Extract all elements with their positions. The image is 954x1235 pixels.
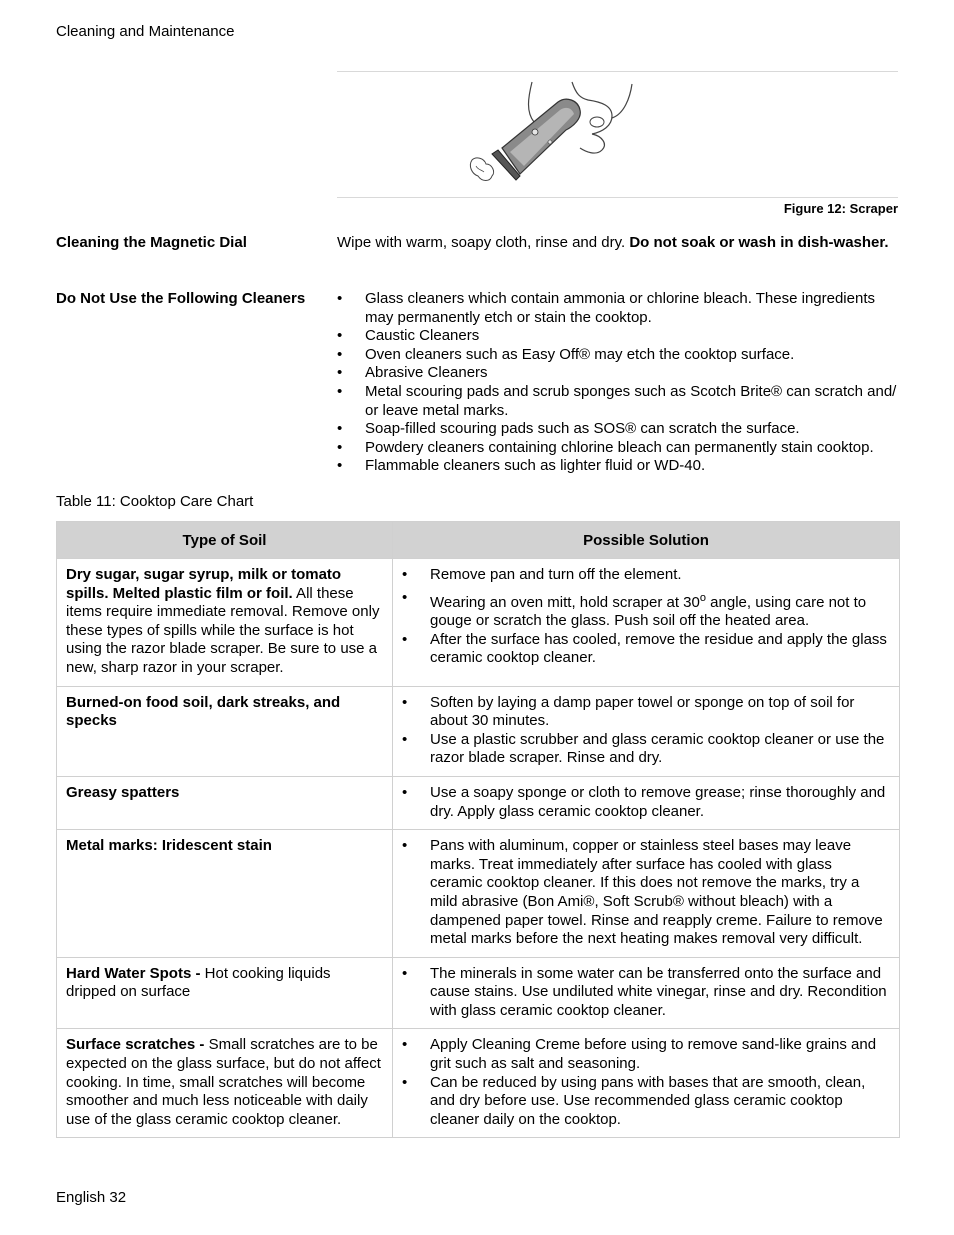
solution-cell [393, 1029, 900, 1138]
table-row [57, 776, 900, 829]
table-header-row [57, 522, 900, 559]
soil-description: All these items require immediate removal. Remove only these types of spills while the surface is hot using the razor blade scraper. Be sure to use a new, sharp razor in your scraper. [66, 584, 380, 676]
degree-superscript: o [699, 591, 706, 604]
soil-cell [57, 559, 393, 687]
list-item: • Caustic Cleaners [337, 327, 897, 346]
list-item: • Remove pan and turn off the element. [402, 566, 887, 585]
list-item: • Abrasive Cleaners [337, 364, 897, 383]
column-header-solution: Possible Solution [393, 522, 900, 559]
do-not-use-list [337, 290, 897, 476]
solution-cell [393, 776, 900, 829]
list-item: • Use a soapy sponge or cloth to remove grease; rinse thoroughly and dry. Apply glass ceramic cooktop cleaner. [402, 784, 887, 821]
soil-type: Hard Water Spots - [66, 964, 205, 982]
magnetic-dial-text [337, 234, 897, 253]
list-item: • The minerals in some water can be transferred onto the surface and cause stains. Use undiluted white vinegar, rinse and dry. Recondition with glass ceramic cooktop cleaner. [402, 965, 887, 1021]
list-item: • Metal scouring pads and scrub sponges such as Scotch Brite® can scratch and/ or leave metal marks. [337, 383, 897, 420]
soil-cell [57, 830, 393, 958]
table-row [57, 559, 900, 687]
magnetic-dial-heading: Cleaning the Magnetic Dial [56, 234, 247, 251]
solution-cell [393, 686, 900, 776]
solution-cell [393, 830, 900, 958]
soil-description: Hot cooking liquids dripped on surface [66, 964, 331, 1001]
soil-description: Small scratches are to be expected on the glass surface, but do not affect cooking. In time, small scratches will become smoother and much less noticeable with daily use of the glass ceramic cooktop cleaner. [66, 1036, 381, 1128]
solution-cell [393, 559, 900, 687]
page-footer: English 32 [56, 1189, 127, 1206]
magnetic-dial-warning: Do not soak or wash in dish-washer. [629, 234, 889, 251]
do-not-use-heading: Do Not Use the Following Cleaners [56, 290, 306, 307]
list-item: • Oven cleaners such as Easy Off® may etch the cooktop surface. [337, 346, 897, 365]
soil-cell [57, 776, 393, 829]
list-item [402, 589, 887, 631]
scraper-figure [337, 71, 898, 198]
list-item: • Can be reduced by using pans with bases that are smooth, clean, and dry before use. Use recommended glass ceramic cooktop cleaner daily on the cooktop. [402, 1074, 887, 1130]
table-row [57, 830, 900, 958]
scraper-illustration-icon [462, 78, 647, 190]
magnetic-dial-instructions: Wipe with warm, soapy cloth, rinse and dry. [337, 234, 630, 251]
soil-type: Greasy spatters [66, 783, 180, 801]
cooktop-care-table [56, 521, 900, 1138]
list-item: • Powdery cleaners containing chlorine bleach can permanently stain cooktop. [337, 439, 897, 458]
list-item: • Use a plastic scrubber and glass ceramic cooktop cleaner or use the razor blade scraper. Rinse and dry. [402, 731, 887, 768]
soil-type: Dry sugar, sugar syrup, milk or tomato spills. Melted plastic film or foil. [66, 566, 342, 602]
soil-type: Metal marks: Iridescent stain [66, 837, 272, 855]
solution-cell [393, 957, 900, 1029]
list-item: • Apply Cleaning Creme before using to remove sand-like grains and grit such as salt and seasoning. [402, 1036, 887, 1073]
solution-text: Wearing an oven mitt, hold scraper at 30 [430, 593, 700, 611]
soil-cell [57, 957, 393, 1029]
solution-text-rest: angle, using care not to gouge or scratch the glass. Push soil off the heated area. [430, 593, 867, 630]
running-header: Cleaning and Maintenance [56, 23, 235, 40]
list-item: • Pans with aluminum, copper or stainless steel bases may leave marks. Treat immediately after surface has cooled with glass ceramic cooktop cleaner. If this does not remove the marks, try a mild abrasive (Bon Ami®, Soft Scrub® without bleach) with a dampened paper towel. Rinse and reapply creme. Failure to remove metal marks before the next heating makes removal very difficult. [402, 837, 887, 949]
soil-cell [57, 1029, 393, 1138]
list-item: • Glass cleaners which contain ammonia or chlorine bleach. These ingredients may permanently etch or stain the cooktop. [337, 290, 897, 327]
table-row [57, 686, 900, 776]
table-row [57, 1029, 900, 1138]
column-header-soil: Type of Soil [57, 522, 393, 559]
table-row [57, 957, 900, 1029]
table-title: Table 11: Cooktop Care Chart [56, 493, 254, 510]
figure-caption: Figure 12: Scraper [783, 201, 898, 216]
list-item: • Soap-filled scouring pads such as SOS® can scratch the surface. [337, 420, 897, 439]
soil-type: Surface scratches - [66, 1036, 209, 1054]
soil-cell [57, 686, 393, 776]
list-item: • Flammable cleaners such as lighter fluid or WD-40. [337, 457, 897, 476]
list-item: • After the surface has cooled, remove the residue and apply the glass ceramic cooktop cleaner. [402, 631, 887, 668]
soil-type: Burned-on food soil, dark streaks, and specks [66, 693, 341, 730]
list-item: • Soften by laying a damp paper towel or sponge on top of soil for about 30 minutes. [402, 694, 887, 731]
